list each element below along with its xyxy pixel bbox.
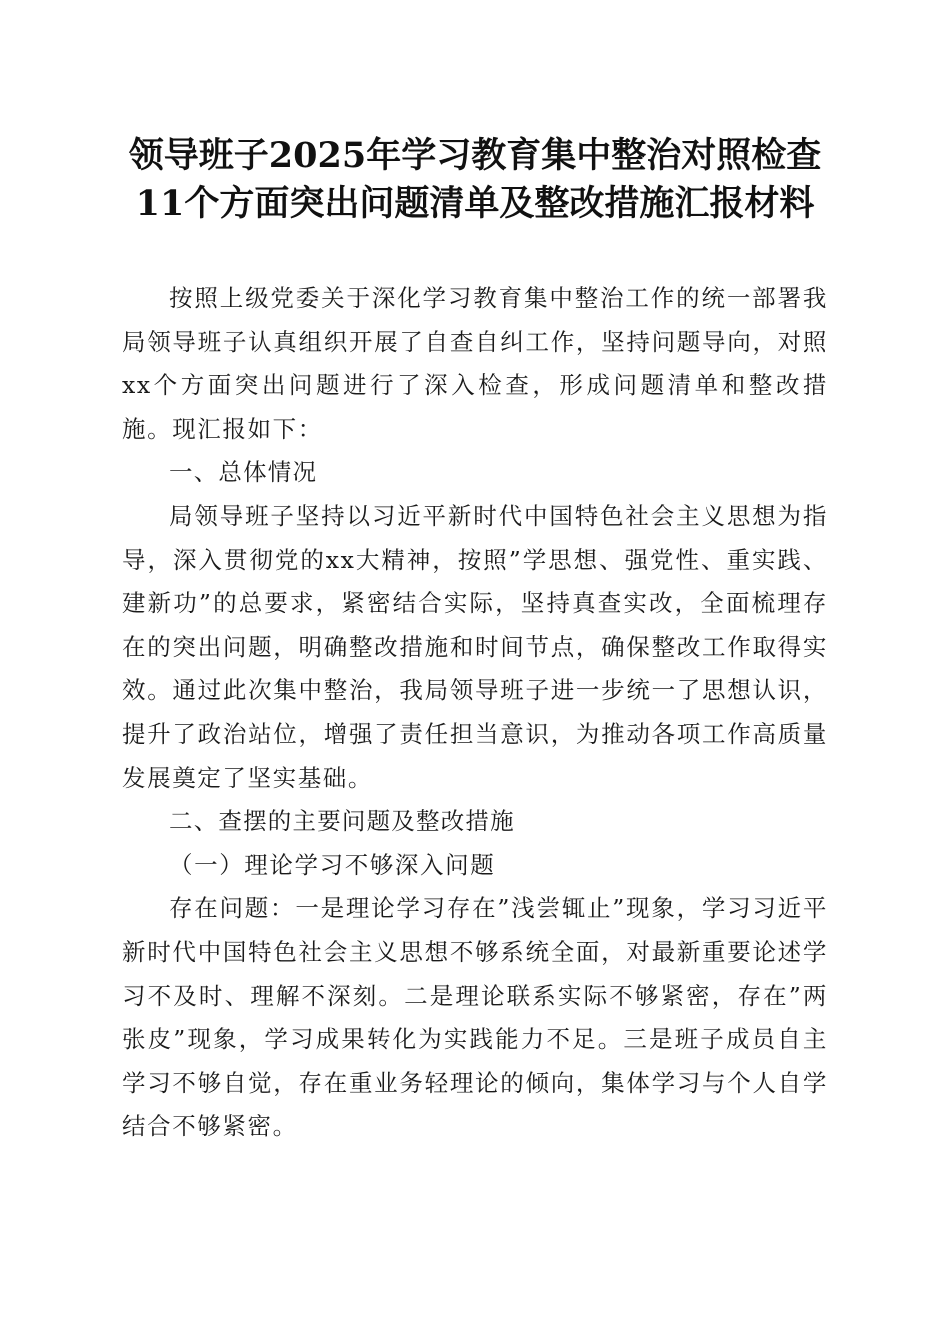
section-2-heading: 二、查摆的主要问题及整改措施 xyxy=(169,807,515,836)
document-body xyxy=(122,277,828,1149)
title-line-2: 11个方面突出问题清单及整改措施汇报材料 xyxy=(135,183,815,224)
section-1-heading: 一、总体情况 xyxy=(169,458,318,487)
document-title xyxy=(100,132,850,228)
intro-paragraph: 按照上级党委关于深化学习教育集中整治工作的统一部署我局领导班子认真组织开展了自查自纠工作，坚持问题导向，对照xx个方面突出问题进行了深入检查，形成问题清单和整改措施。现汇报如下： xyxy=(122,284,828,443)
subsection-1-paragraph: 存在问题：一是理论学习存在”浅尝辄止”现象，学习习近平新时代中国特色社会主义思想不够系统全面，对最新重要论述学习不及时、理解不深刻。二是理论联系实际不够紧密，存在”两张皮”现象，学习成果转化为实践能力不足。三是班子成员自主学习不够自觉，存在重业务轻理论的倾向，集体学习与个人自学结合不够紧密。 xyxy=(122,894,828,1141)
section-1-paragraph: 局领导班子坚持以习近平新时代中国特色社会主义思想为指导，深入贯彻党的xx大精神，按照”学思想、强党性、重实践、建新功”的总要求，紧密结合实际，坚持真查实改，全面梳理存在的突出问题，明确整改措施和时间节点，确保整改工作取得实效。通过此次集中整治，我局领导班子进一步统一了思想认识，提升了政治站位，增强了责任担当意识，为推动各项工作高质量发展奠定了坚实基础。 xyxy=(122,501,828,792)
subsection-1-heading: （一）理论学习不够深入问题 xyxy=(169,850,496,879)
title-line-1: 领导班子2025年学习教育集中整治对照检查 xyxy=(128,135,822,176)
